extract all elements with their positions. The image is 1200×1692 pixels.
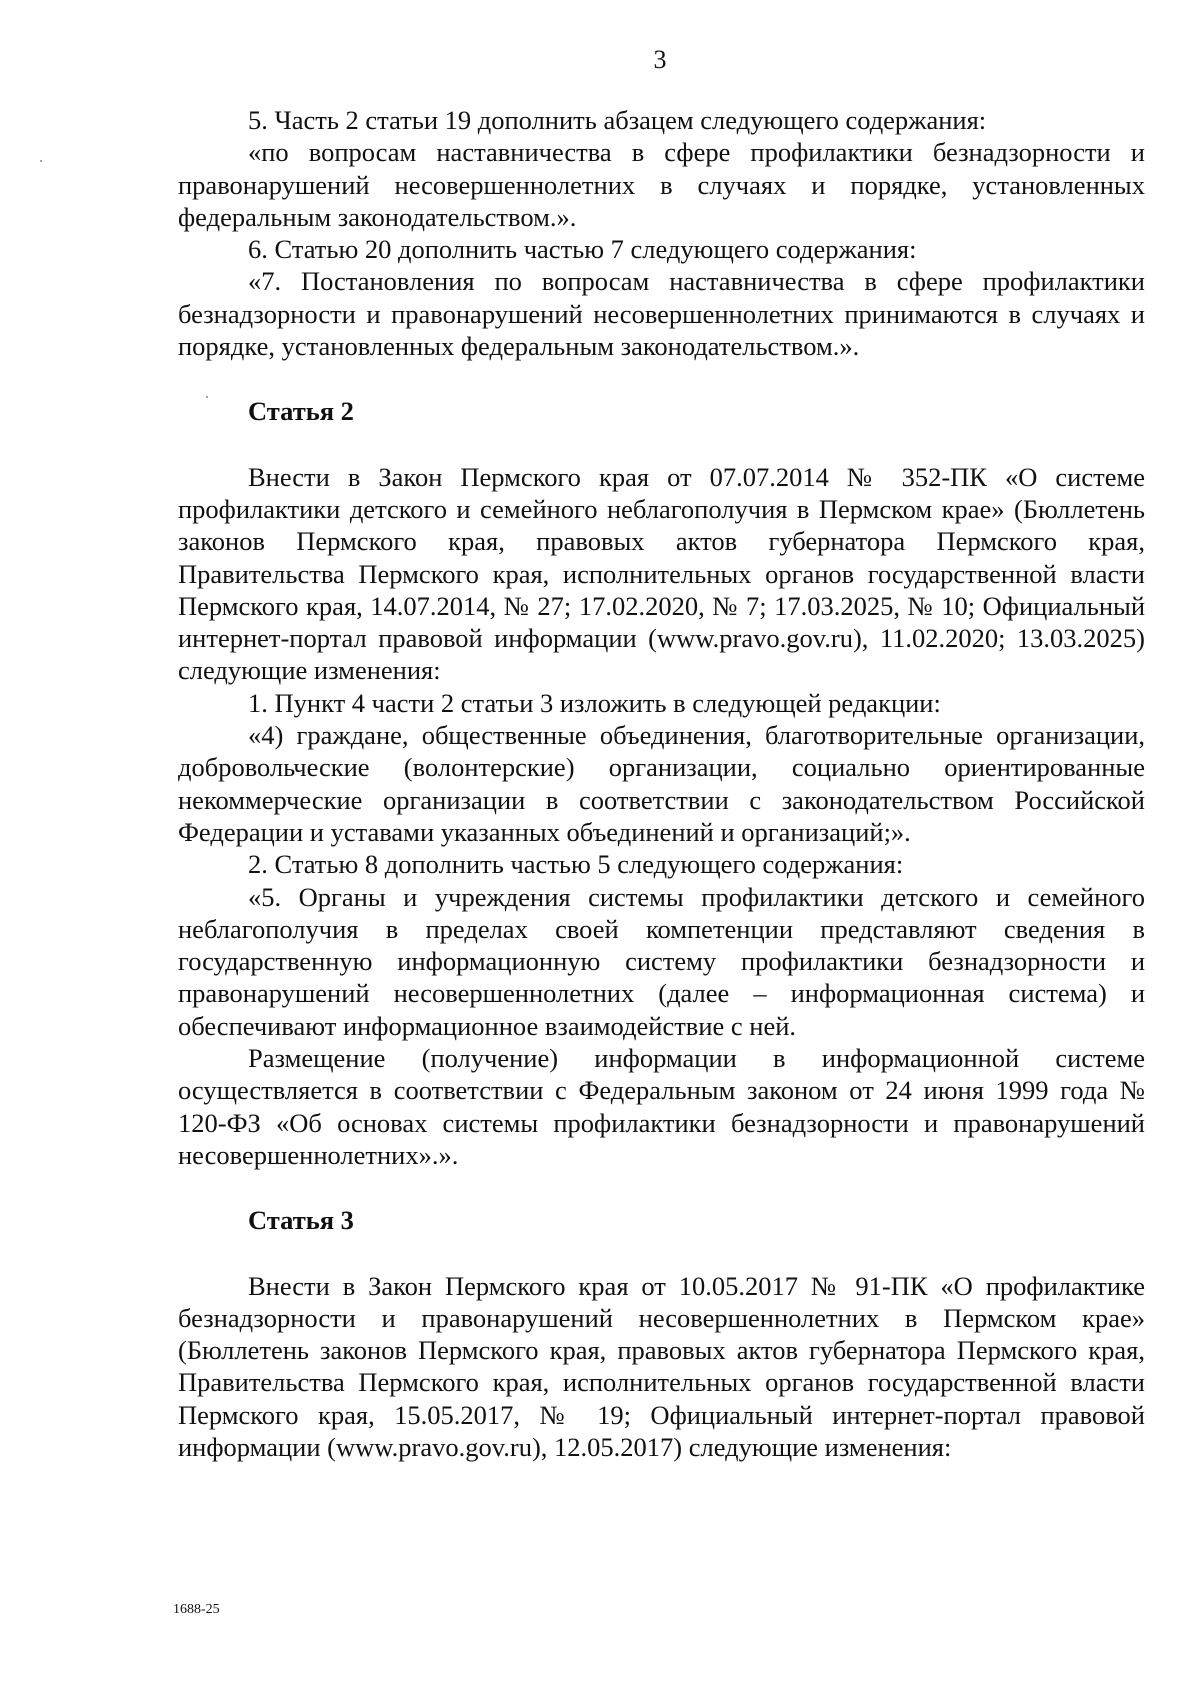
scan-speck: [206, 396, 208, 398]
article-heading: Статья 2: [248, 396, 354, 427]
scan-speck: [40, 160, 42, 162]
paragraph: 2. Статью 8 дополнить частью 5 следующего содержания:: [248, 849, 904, 880]
article-heading: Статья 3: [248, 1205, 354, 1236]
paragraph: 5. Часть 2 статьи 19 дополнить абзацем следующего содержания:: [248, 105, 987, 135]
paragraph: «5. Органы и учреждения системы профилактики детского и семейного неблагополучия в пределах своей компетенции представляют сведения в государственную информационную систему профилактики безнадзорности и правонарушений несовершеннолетних (далее – информационная система) и обеспечивают информационное взаимодействие с ней.: [178, 881, 1145, 1041]
paragraph: 1. Пункт 4 части 2 статьи 3 изложить в следующей редакции:: [248, 687, 941, 718]
paragraph: 6. Статью 20 дополнить частью 7 следующего содержания:: [248, 234, 917, 265]
document-code: 1688-25: [173, 1602, 220, 1617]
document-body: [178, 104, 1145, 1463]
paragraph: Внести в Закон Пермского края от 10.05.2017 № 91-ПК «О профилактике безнадзорности и правонарушений несовершеннолетних в Пермском крае» (Бюллетень законов Пермского края, правовых актов губернатора Пермского края, Правительства Пермского края, исполнительных органов государственной власти Пермского края, 15.05.2017, № 19; Официальный интернет-портал правовой информации (www.pravo.gov.ru), 12.05.2017) следующие изменения:: [178, 1270, 1145, 1462]
paragraph: Размещение (получение) информации в информационной системе осуществляется в соответствии с Федеральным законом от 24 июня 1999 года № 120-ФЗ «Об основах системы профилактики безнадзорности и правонарушений несовершеннолетних».».: [178, 1043, 1145, 1170]
page-number: 3: [653, 45, 667, 74]
paragraph: «7. Постановления по вопросам наставничества в сфере профилактики безнадзорности и правонарушений несовершеннолетних принимаются в случаях и порядке, установленных федеральным законодательством.».: [178, 266, 1145, 362]
paragraph: «4) граждане, общественные объединения, благотворительные организации, добровольческие (волонтерские) организации, социально ориентированные некоммерческие организации в соответствии с законодательством Российской Федерации и уставами указанных объединений и организаций;».: [178, 720, 1145, 847]
paragraph: Внести в Закон Пермского края от 07.07.2014 № 352-ПК «О системе профилактики детского и семейного неблагополучия в Пермском крае» (Бюллетень законов Пермского края, правовых актов губернатора Пермского края, Правительства Пермского края, исполнительных органов государственной власти Пермского края, 14.07.2014, № 27; 17.02.2020, № 7; 17.03.2025, № 10; Официальный интернет-портал правовой информации (www.pravo.gov.ru), 11.02.2020; 13.03.2025) следующие изменения:: [178, 461, 1145, 686]
paragraph: «по вопросам наставничества в сфере профилактики безнадзорности и правонарушений несовершеннолетних в случаях и порядке, установленных федеральным законодательством.».: [178, 137, 1145, 232]
